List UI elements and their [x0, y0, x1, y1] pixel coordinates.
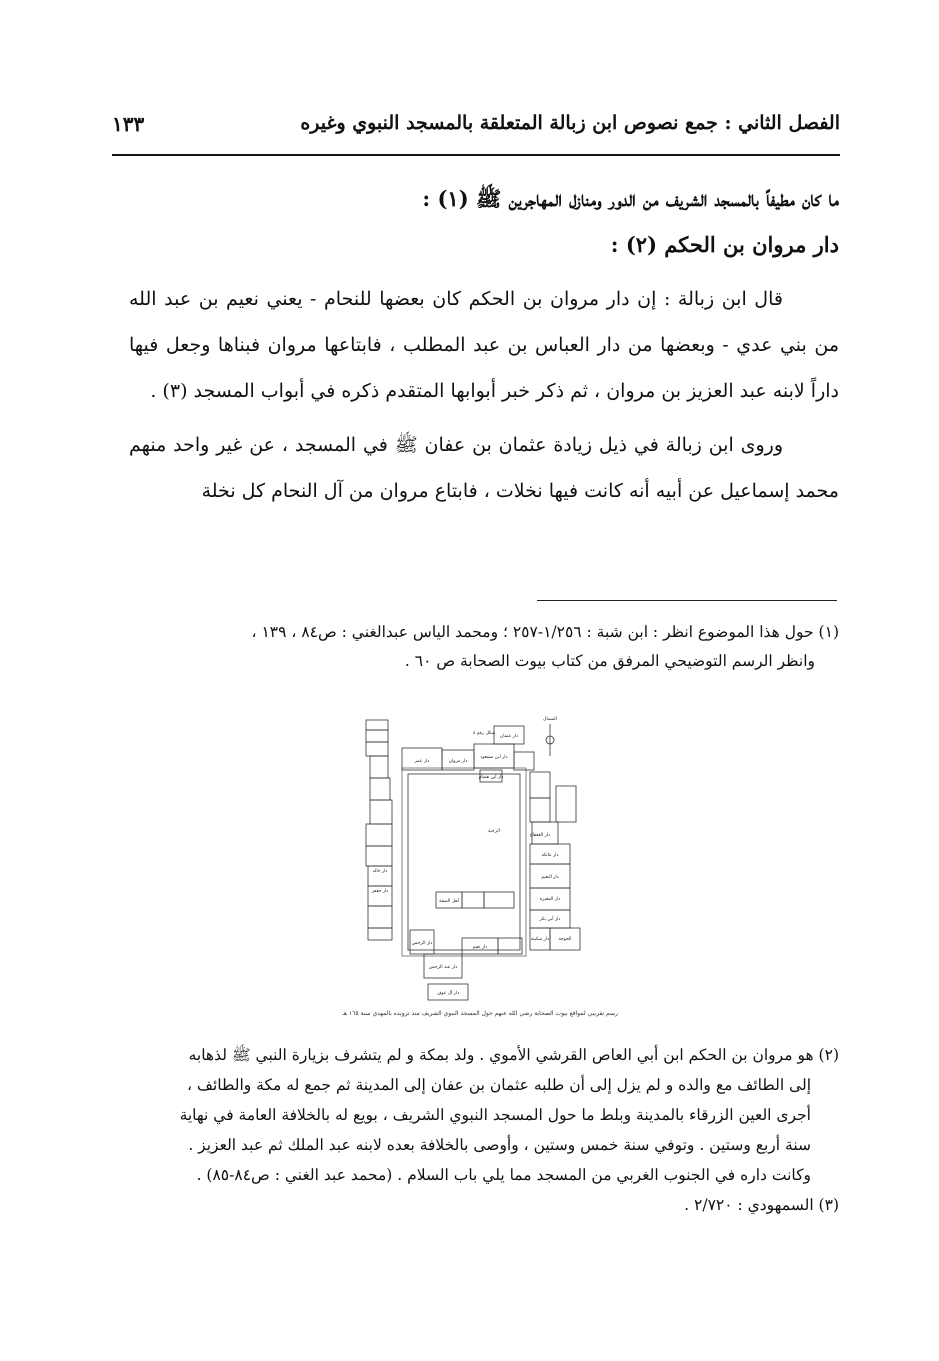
north-label: الشمال: [543, 717, 557, 722]
room-label: الخوخة: [558, 937, 572, 942]
chapter-title: الفصل الثاني : جمع نصوص ابن زبالة المتعلقة بالمسجد النبوي وغيره: [300, 112, 840, 134]
room-label: دار عمر: [414, 759, 430, 764]
main-text: [129, 176, 839, 514]
room-label: دار عثمان: [499, 734, 519, 739]
room-label: دار ابن هشام: [478, 775, 504, 780]
figure-label: شكل رقم ٨: [472, 731, 496, 736]
paragraph-2: وروى ابن زبالة في ذيل زيادة عثمان بن عفان ﷺ في المسجد ، عن غير واحد منهم محمد إسماعيل عن أبيه أنه كانت فيها نخلات ، فابتاع مروان من آل النحام كل نخلة: [129, 434, 839, 502]
room-label: الرحبة: [488, 829, 500, 834]
mosque-plan-figure: [344, 712, 588, 1006]
header-divider: [112, 154, 840, 156]
footnote-separator: [537, 600, 837, 601]
section-heading: ما كان مطيفاً بالمسجد الشريف من الدور ومنازل المهاجرين ﷺ (١) :: [422, 186, 839, 211]
room-label: دار خالد: [372, 869, 388, 874]
footnote-1-line-1: (١) حول هذا الموضوع انظر : ابن شبة : ١/٢٥٦-٢٥٧ ؛ ومحمد الياس عبدالغني : ص٨٤ ، ١٣٩ ،: [251, 623, 839, 641]
mosque-courtyard: [408, 774, 520, 950]
footnote-2-line-5: وكانت داره في الجنوب الغربي من المسجد مما يلي باب السلام . (محمد عبد الغني : ص٨٤-٨٥) .: [196, 1166, 811, 1184]
room-label: دار سكينة: [530, 937, 550, 942]
paragraph-1: قال ابن زبالة : إن دار مروان بن الحكم كان بعضها للنحام - يعني نعيم بن عبد الله من بني عدي - وبعضها من دار العباس بن عبد المطلب ، فابتاعها مروان فبناها وجعل فيها داراً لابنه عبد العزيز بن مروان ، ثم ذكر خبر أبوابها المتقدم ذكره في أبواب المسجد (٣) .: [129, 288, 839, 402]
footnote-2-line-1: (٢) هو مروان بن الحكم ابن أبي العاص القرشي الأموي . ولد بمكة و لم يتشرف بزيارة النبي ﷺ لذهابه: [188, 1046, 839, 1064]
page-number: ١٣٣: [112, 112, 145, 136]
room-label: دار عبد الرحمن: [428, 965, 458, 970]
footnotes-2-3: [129, 1040, 839, 1220]
subsection-heading: دار مروان بن الحكم (٢) :: [610, 232, 839, 257]
room-label: دار الرحمن: [411, 941, 433, 946]
room-label: دار النعيم: [541, 875, 559, 880]
footnote-2-line-4: سنة أربع وستين . وتوفي سنة خمس وستين ، وأوصى بالخلافة بعده لابنه عبد الملك ثم عبد العزيز .: [188, 1136, 811, 1154]
footnote-1: [129, 618, 839, 676]
room-label: دار ابن مسعود: [480, 755, 508, 760]
room-label: دار آل عوف: [436, 991, 460, 996]
footnote-2-line-3: أجرى العين الزرقاء بالمدينة وبلط ما حول المسجد النبوي الشريف ، بويع له بالخلافة العامة في نهاية: [179, 1106, 811, 1124]
room-label: دار نعيم: [472, 945, 488, 950]
room-label: دار أبي بكر: [539, 917, 561, 922]
figure-caption: رسم تقريبي لمواقع بيوت الصحابة رضي الله عنهم حول المسجد النبوي الشريف منذ تزويده بالمهدي سنة ١٦٥ هـ: [342, 1010, 618, 1017]
room-label: أهل الصفة: [439, 899, 459, 904]
footnote-1-line-2: وانظر الرسم التوضيحي المرفق من كتاب بيوت الصحابة ص ٦٠ .: [404, 652, 815, 670]
room-label: دار عاتكة: [541, 853, 559, 858]
room-label: دار المغيرة: [539, 897, 561, 902]
room-label: دار جعفر: [371, 889, 389, 894]
footnote-2-line-2: إلى الطائف مع والده و لم يزل إلى أن طلبه عثمان بن عفان إلى المدينة ثم جمع له مكة والطائف ،: [187, 1076, 811, 1094]
footnote-3: (٣) السمهودي : ٢/٧٢٠ .: [684, 1196, 839, 1214]
running-header: [112, 112, 840, 152]
room-label: دار القعقاع: [529, 833, 551, 838]
room-label: دار مروان: [448, 759, 468, 764]
